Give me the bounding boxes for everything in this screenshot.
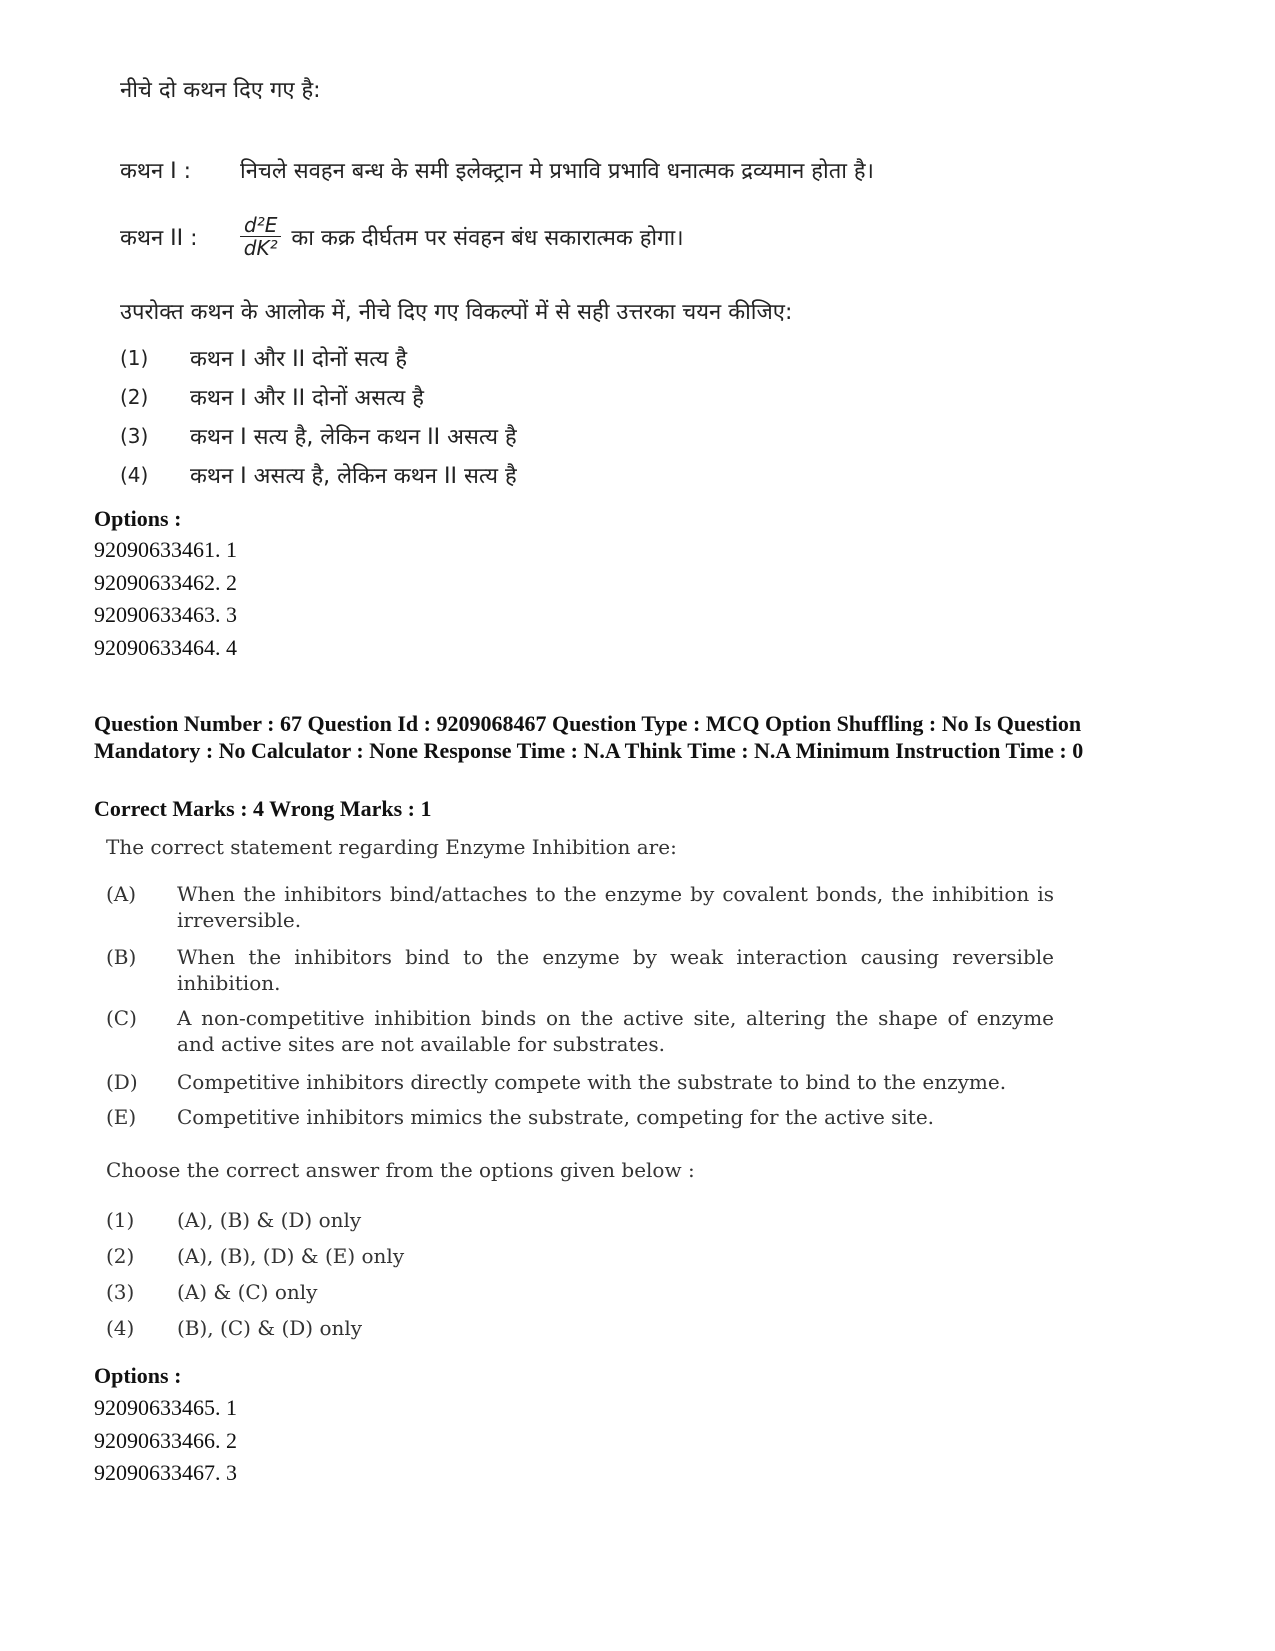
choice-number: (2) — [120, 384, 149, 409]
option-item: 92090633463. 3 — [94, 602, 237, 627]
choice-number: (4) — [120, 462, 149, 487]
answer-choice — [120, 455, 517, 494]
question-marks: Correct Marks : 4 Wrong Marks : 1 — [94, 796, 432, 821]
answer-choice — [120, 416, 517, 455]
choice-number: (2) — [106, 1244, 135, 1268]
choice-number: (3) — [120, 423, 149, 448]
option-item: 92090633465. 1 — [94, 1395, 237, 1420]
options-list — [94, 1392, 237, 1490]
statement-e — [106, 1104, 1056, 1130]
statement-label: (E) — [106, 1105, 137, 1129]
answer-choice — [106, 1310, 404, 1346]
choice-number: (1) — [106, 1208, 135, 1232]
statement-text: का कक्र दीर्घतम पर संवहन बंध सकारात्मक होगा। — [291, 225, 684, 251]
answer-choice — [106, 1274, 404, 1310]
options-list — [94, 534, 237, 664]
option-item: 92090633467. 3 — [94, 1460, 237, 1485]
statement-label: (C) — [106, 1006, 137, 1030]
answer-choice — [120, 338, 517, 377]
choice-text: (B), (C) & (D) only — [177, 1316, 363, 1340]
choice-text: कथन I और II दोनों असत्य है — [190, 385, 424, 411]
option-item: 92090633461. 1 — [94, 537, 237, 562]
statement-text: When the inhibitors bind/attaches to the enzyme by covalent bonds, the inhibition is irreversible. — [177, 882, 1054, 932]
choice-number: (4) — [106, 1316, 135, 1340]
options-heading: Options : — [94, 506, 182, 531]
derivative-fraction — [240, 214, 281, 259]
statement-text: A non-competitive inhibition binds on the active site, altering the shape of enzyme and active sites are not available for substrates. — [177, 1006, 1054, 1056]
question-prompt: उपरोक्त कथन के आलोक में, नीचे दिए गए विकल्पों में से सही उत्तरका चयन कीजिए: — [120, 300, 793, 325]
option-item: 92090633462. 2 — [94, 569, 237, 595]
question-stem: The correct statement regarding Enzyme Inhibition are: — [106, 835, 677, 859]
question-metadata: Question Number : 67 Question Id : 9209068467 Question Type : MCQ Option Shuffling : No Is Question Mandatory : No Calculator : None Response Time : N.A Think Time : N.A Minimum Instruction Time : 0 — [94, 711, 1084, 763]
answer-choice — [106, 1202, 404, 1238]
statement-text: Competitive inhibitors mimics the substrate, competing for the active site. — [177, 1105, 935, 1129]
options-heading: Options : — [94, 1363, 182, 1388]
statement-text: निचले सवहन बन्ध के समी इलेक्ट्रान मे प्रभावि प्रभावि धनात्मक द्रव्यमान होता है। — [240, 159, 874, 184]
fraction-numerator: d²E — [240, 214, 281, 237]
answer-choice — [120, 377, 517, 416]
statement-1 — [120, 155, 1180, 185]
statement-a — [106, 881, 1056, 933]
choice-number: (3) — [106, 1280, 135, 1304]
question-prompt: Choose the correct answer from the options given below : — [106, 1158, 695, 1182]
answer-choices — [106, 1202, 404, 1346]
statement-text: When the inhibitors bind to the enzyme by weak interaction causing reversible inhibition. — [177, 945, 1054, 995]
statement-label: (D) — [106, 1070, 138, 1094]
statement-text: Competitive inhibitors directly compete with the substrate to bind to the enzyme. — [177, 1070, 1007, 1094]
answer-choices — [120, 338, 517, 494]
choice-text: कथन I सत्य है, लेकिन कथन II असत्य है — [190, 424, 517, 450]
question-intro: नीचे दो कथन दिए गए है: — [120, 78, 321, 103]
statement-2 — [120, 214, 1180, 259]
choice-text: (A), (B), (D) & (E) only — [177, 1244, 405, 1268]
statement-label: कथन II : — [120, 225, 198, 251]
statement-c — [106, 1005, 1056, 1057]
option-item: 92090633464. 4 — [94, 634, 237, 660]
option-item: 92090633466. 2 — [94, 1427, 237, 1453]
statement-d — [106, 1069, 1056, 1095]
choice-number: (1) — [120, 345, 149, 370]
answer-choice — [106, 1238, 404, 1274]
statement-label: (B) — [106, 945, 137, 969]
choice-text: (A) & (C) only — [177, 1280, 318, 1304]
statement-label: (A) — [106, 882, 137, 906]
choice-text: कथन I असत्य है, लेकिन कथन II सत्य है — [190, 463, 517, 489]
choice-text: (A), (B) & (D) only — [177, 1208, 362, 1232]
choice-text: कथन I और II दोनों सत्य है — [190, 346, 408, 372]
statement-label: कथन I : — [120, 159, 192, 184]
statement-b — [106, 944, 1056, 996]
fraction-denominator: dK² — [243, 236, 278, 260]
